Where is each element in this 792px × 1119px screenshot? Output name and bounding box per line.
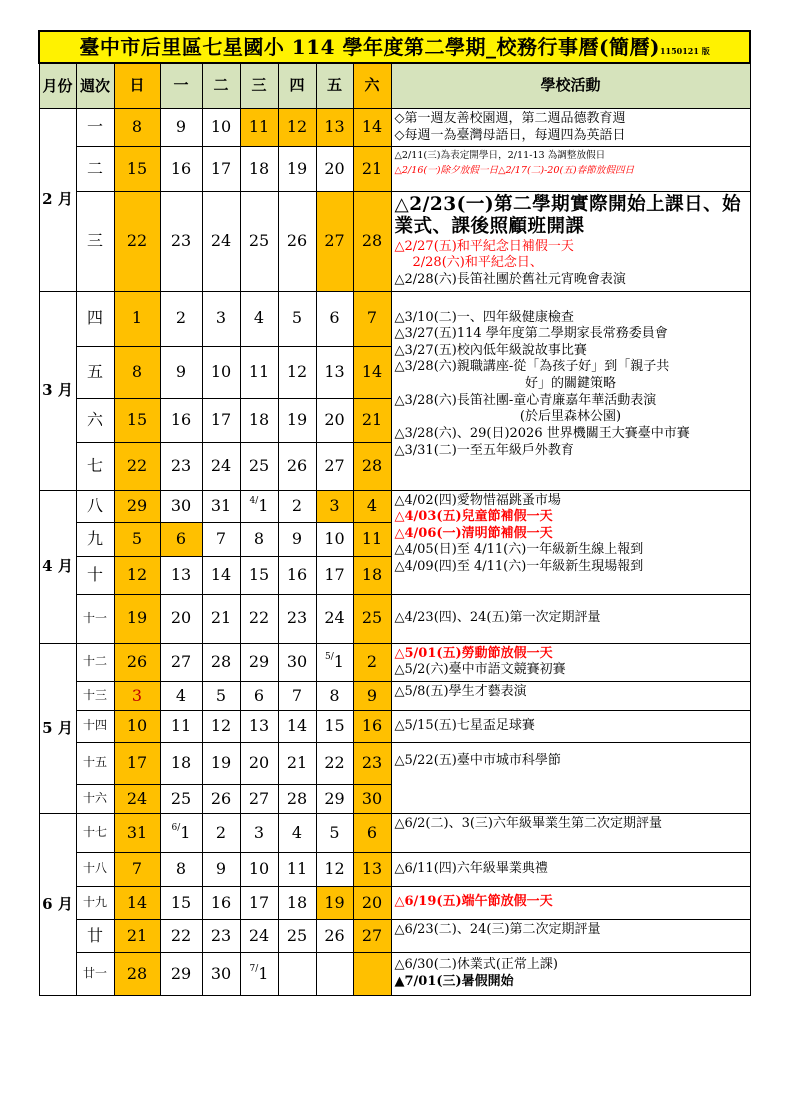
activity-item: △3/28(六)、29(日)2026 世界機關王大賽臺中市賽 [394,425,690,441]
activities-cell [391,192,750,291]
month-label-may: 5 月 [39,643,76,813]
activity-item: △2/23(一)第二學期實際開始上課日、始業式、課後照顧班開課 [394,194,742,238]
activity-item: △3/28(六)親職講座-從「為孩子好」到「親子共 [394,359,670,375]
day-cell: 22 [114,442,160,490]
day-cell: 24 [114,784,160,813]
week-row [39,813,750,852]
activity-item: △4/09(四)至 4/11(六)一年級新生現場報到 [394,559,644,574]
activities-cell [391,852,750,886]
week-number: 十四 [76,710,114,742]
day-cell: 17 [316,556,353,594]
activity-item: 2/28(六)和平紀念日、 [412,255,543,271]
month-label-mar: 3 月 [39,291,76,490]
calendar-title [39,31,750,63]
day-cell: 18 [240,147,278,192]
day-cell: 23 [353,742,391,784]
activity-item: △5/22(五)臺中市城市科學節 [394,752,561,768]
activity-item: △5/2(六)臺中市語文競賽初賽 [394,662,566,678]
day-cell: 29 [316,784,353,813]
day-cell: 5 [114,522,160,556]
day-cell: 6 [160,522,202,556]
day-number: 1 [333,651,344,671]
week-number: 一 [76,109,114,147]
day-number: 1 [258,963,269,983]
day-cell: 27 [316,192,353,291]
day-cell: 6 [240,681,278,710]
day-cell: 16 [353,710,391,742]
activity-item: △3/10(二)一、四年級健康檢查 [394,309,574,325]
week-number: 十 [76,556,114,594]
day-cell: 24 [202,192,240,291]
day-cell: 18 [278,886,316,919]
week-number: 六 [76,398,114,442]
week-number: 八 [76,490,114,522]
day-cell: 26 [202,784,240,813]
day-cell: 15 [114,147,160,192]
day-cell: 18 [353,556,391,594]
day-cell: 22 [316,742,353,784]
activities-cell [391,594,750,643]
day-cell: 19 [114,594,160,643]
week-row [39,742,750,784]
day-cell: 7 [278,681,316,710]
day-cell: 13 [316,346,353,398]
activities-cell [391,952,750,995]
day-cell: 28 [353,192,391,291]
title-text: 臺中市后里區七星國小 114 學年度第二學期_校務行事曆(簡曆) [79,34,660,59]
day-cell: 29 [160,952,202,995]
week-row [39,109,750,147]
day-cell [278,952,316,995]
day-cell: 6 [353,813,391,852]
header-day-wed: 三 [240,63,278,109]
day-cell: 24 [240,919,278,952]
day-cell: 22 [240,594,278,643]
header-activities: 學校活動 [391,63,750,109]
day-cell: 10 [240,852,278,886]
week-number: 七 [76,442,114,490]
day-cell [240,490,278,522]
day-cell [316,643,353,681]
day-number: 1 [180,822,191,842]
activity-item: △6/19(五)端午節放假一天 [394,894,553,910]
day-cell: 2 [202,813,240,852]
day-cell: 7 [114,852,160,886]
day-cell: 16 [160,398,202,442]
day-cell: 4 [160,681,202,710]
header-day-sat: 六 [353,63,391,109]
day-cell: 25 [353,594,391,643]
day-cell: 12 [202,710,240,742]
day-cell [240,952,278,995]
month-marker: 4/ [249,495,259,506]
day-cell: 29 [114,490,160,522]
activity-item: △5/01(五)勞動節放假一天 [394,645,553,661]
day-cell [160,813,202,852]
activity-item: △3/27(五)校內低年級說故事比賽 [394,342,587,358]
day-cell: 13 [160,556,202,594]
activity-item: △6/30(二)休業式(正常上課) [394,957,558,973]
day-cell: 5 [202,681,240,710]
activity-text-highlight: 2/11-13 為調整放假日 [507,150,606,162]
day-cell: 9 [353,681,391,710]
day-cell: 12 [114,556,160,594]
day-cell: 8 [316,681,353,710]
day-cell: 30 [353,784,391,813]
day-cell: 10 [202,109,240,147]
day-cell: 5 [316,813,353,852]
day-cell: 7 [353,291,391,346]
day-cell: 3 [202,291,240,346]
activity-item: △3/27(五)114 學年度第二學期家長常務委員會 [394,326,668,342]
day-cell: 27 [353,919,391,952]
activity-item: △6/23(二)、24(三)第二次定期評量 [394,921,601,937]
day-cell: 3 [240,813,278,852]
activity-item: △5/8(五)學生才藝表演 [394,683,527,699]
activity-item: ▲7/01(三)暑假開始 [394,973,514,989]
day-cell: 16 [160,147,202,192]
day-cell: 17 [202,398,240,442]
activity-item: △6/11(四)六年級畢業典禮 [394,860,548,876]
day-cell: 17 [202,147,240,192]
day-cell [353,952,391,995]
day-cell: 16 [202,886,240,919]
week-number: 十一 [76,594,114,643]
day-cell: 19 [278,147,316,192]
day-cell: 4 [278,813,316,852]
month-marker: 5/ [325,651,334,662]
activity-item [395,149,747,163]
activity-item: 好」的關鍵策略 [525,376,617,391]
month-marker: 6/ [171,822,181,833]
day-cell: 14 [278,710,316,742]
day-cell: 13 [316,109,353,147]
day-cell: 24 [316,594,353,643]
day-cell: 15 [114,398,160,442]
day-cell: 11 [160,710,202,742]
activity-item: △4/06(一)清明節補假一天 [394,525,553,541]
month-label-jun: 6 月 [39,813,76,995]
day-cell: 14 [353,109,391,147]
activity-item: △2/16(一)除夕放假一日△2/17(二)-20(五)春節放假四日 [394,164,635,176]
activity-item: ◇第一週友善校園週，第二週品德教育週 [394,111,626,126]
day-cell: 30 [278,643,316,681]
day-cell: 28 [114,952,160,995]
day-cell: 1 [114,291,160,346]
activities-cell [391,291,750,490]
activity-item: △2/28(六)長笛社團於舊社元宵晚會表演 [394,271,626,287]
day-cell: 27 [316,442,353,490]
week-number: 十二 [76,643,114,681]
week-number: 十五 [76,742,114,784]
month-marker: 7/ [249,963,259,974]
day-cell: 13 [353,852,391,886]
week-number: 九 [76,522,114,556]
activities-cell [391,710,750,742]
day-cell: 9 [160,346,202,398]
day-cell: 28 [202,643,240,681]
week-row [39,919,750,952]
day-cell: 23 [160,192,202,291]
day-cell: 20 [240,742,278,784]
week-number: 四 [76,291,114,346]
day-cell: 8 [114,109,160,147]
day-cell: 23 [160,442,202,490]
day-cell: 17 [114,742,160,784]
day-cell: 10 [316,522,353,556]
day-cell: 31 [114,813,160,852]
activities-cell [391,919,750,952]
header-day-fri: 五 [316,63,353,109]
day-cell: 4 [240,291,278,346]
day-cell: 20 [316,147,353,192]
version-label: 1150121 版 [659,45,710,56]
week-row [39,852,750,886]
day-cell: 10 [114,710,160,742]
activity-item: △3/31(二)一至五年級戶外教育 [394,442,574,458]
week-row [39,952,750,995]
header-day-sun: 日 [114,63,160,109]
day-cell: 26 [114,643,160,681]
week-number: 十六 [76,784,114,813]
day-cell: 11 [240,346,278,398]
week-number: 十九 [76,886,114,919]
day-cell: 14 [114,886,160,919]
day-cell: 26 [278,192,316,291]
week-number: 三 [76,192,114,291]
month-label-feb: 2 月 [39,109,76,292]
day-cell: 13 [240,710,278,742]
week-row [39,886,750,919]
day-cell: 26 [278,442,316,490]
activity-item: △4/03(五)兒童節補假一天 [394,509,553,525]
day-cell: 21 [353,398,391,442]
activity-text: △2/11(三)為表定開學日， [394,150,508,162]
activity-item: △4/05(日)至 4/11(六)一年級新生線上報到 [394,542,644,558]
day-cell: 12 [278,346,316,398]
week-row [39,192,750,291]
header-day-thu: 四 [278,63,316,109]
day-cell: 8 [240,522,278,556]
day-cell: 2 [160,291,202,346]
activity-item: △6/2(二)、3(三)六年級畢業生第二次定期評量 [394,815,662,831]
week-row [39,643,750,681]
week-row [39,594,750,643]
activities-cell [391,147,750,192]
header-day-tue: 二 [202,63,240,109]
activities-cell [391,886,750,919]
day-cell: 31 [202,490,240,522]
activity-item: △5/15(五)七星盃足球賽 [394,717,535,733]
day-cell: 12 [278,109,316,147]
day-cell: 23 [278,594,316,643]
week-row [39,710,750,742]
day-cell: 26 [316,919,353,952]
week-row [39,490,750,522]
activities-cell [391,490,750,594]
activity-item: △3/28(六)長笛社團-童心青廉嘉年華活動表演 [394,392,657,408]
day-cell: 21 [114,919,160,952]
day-cell: 27 [240,784,278,813]
activities-cell [391,742,750,813]
day-cell: 27 [160,643,202,681]
header-day-mon: 一 [160,63,202,109]
day-cell: 12 [316,852,353,886]
day-cell: 11 [240,109,278,147]
day-cell: 21 [278,742,316,784]
activity-item: △2/27(五)和平紀念日補假一天 [394,238,574,254]
day-cell: 19 [202,742,240,784]
activities-cell [391,109,750,147]
day-cell: 25 [240,192,278,291]
day-cell: 30 [160,490,202,522]
week-number: 廿一 [76,952,114,995]
header-week: 週次 [76,63,114,109]
day-cell: 8 [114,346,160,398]
activities-cell [391,681,750,710]
day-cell: 14 [353,346,391,398]
day-cell: 2 [278,490,316,522]
week-number: 十三 [76,681,114,710]
day-cell: 22 [160,919,202,952]
week-row [39,291,750,346]
day-cell: 11 [278,852,316,886]
week-number: 二 [76,147,114,192]
day-number: 1 [258,495,269,515]
month-label-apr: 4 月 [39,490,76,643]
activity-item: (於后里森林公園) [519,409,622,425]
day-cell: 5 [278,291,316,346]
week-number: 十八 [76,852,114,886]
day-cell: 9 [160,109,202,147]
day-cell: 20 [316,398,353,442]
day-cell: 2 [353,643,391,681]
week-row [39,147,750,192]
day-cell: 6 [316,291,353,346]
week-number: 十七 [76,813,114,852]
day-cell: 15 [316,710,353,742]
day-cell: 17 [240,886,278,919]
day-cell: 30 [202,952,240,995]
day-cell: 18 [160,742,202,784]
day-cell: 25 [240,442,278,490]
day-cell: 19 [278,398,316,442]
activity-item: △4/02(四)愛物惜福跳蚤市場 [394,492,561,508]
day-cell: 28 [353,442,391,490]
activity-item: ◇每週一為臺灣母語日，每週四為英語日 [394,127,626,143]
activities-cell [391,643,750,681]
activities-cell [391,813,750,852]
header-month: 月份 [39,63,76,109]
day-cell: 20 [160,594,202,643]
day-cell: 8 [160,852,202,886]
day-cell: 21 [202,594,240,643]
day-cell: 3 [114,681,160,710]
day-cell: 29 [240,643,278,681]
week-number: 廿 [76,919,114,952]
day-cell: 25 [278,919,316,952]
day-cell: 4 [353,490,391,522]
day-cell: 14 [202,556,240,594]
day-cell: 21 [353,147,391,192]
week-number: 五 [76,346,114,398]
day-cell: 19 [316,886,353,919]
day-cell: 15 [160,886,202,919]
activity-item: △4/23(四)、24(五)第一次定期評量 [394,610,601,626]
day-cell: 23 [202,919,240,952]
day-cell: 9 [278,522,316,556]
day-cell: 16 [278,556,316,594]
day-cell: 20 [353,886,391,919]
day-cell: 3 [316,490,353,522]
day-cell: 9 [202,852,240,886]
day-cell: 28 [278,784,316,813]
day-cell: 10 [202,346,240,398]
day-cell: 15 [240,556,278,594]
day-cell: 18 [240,398,278,442]
day-cell: 11 [353,522,391,556]
day-cell: 25 [160,784,202,813]
day-cell [316,952,353,995]
day-cell: 22 [114,192,160,291]
day-cell: 24 [202,442,240,490]
day-cell: 7 [202,522,240,556]
week-row [39,681,750,710]
school-calendar-table [38,30,751,996]
